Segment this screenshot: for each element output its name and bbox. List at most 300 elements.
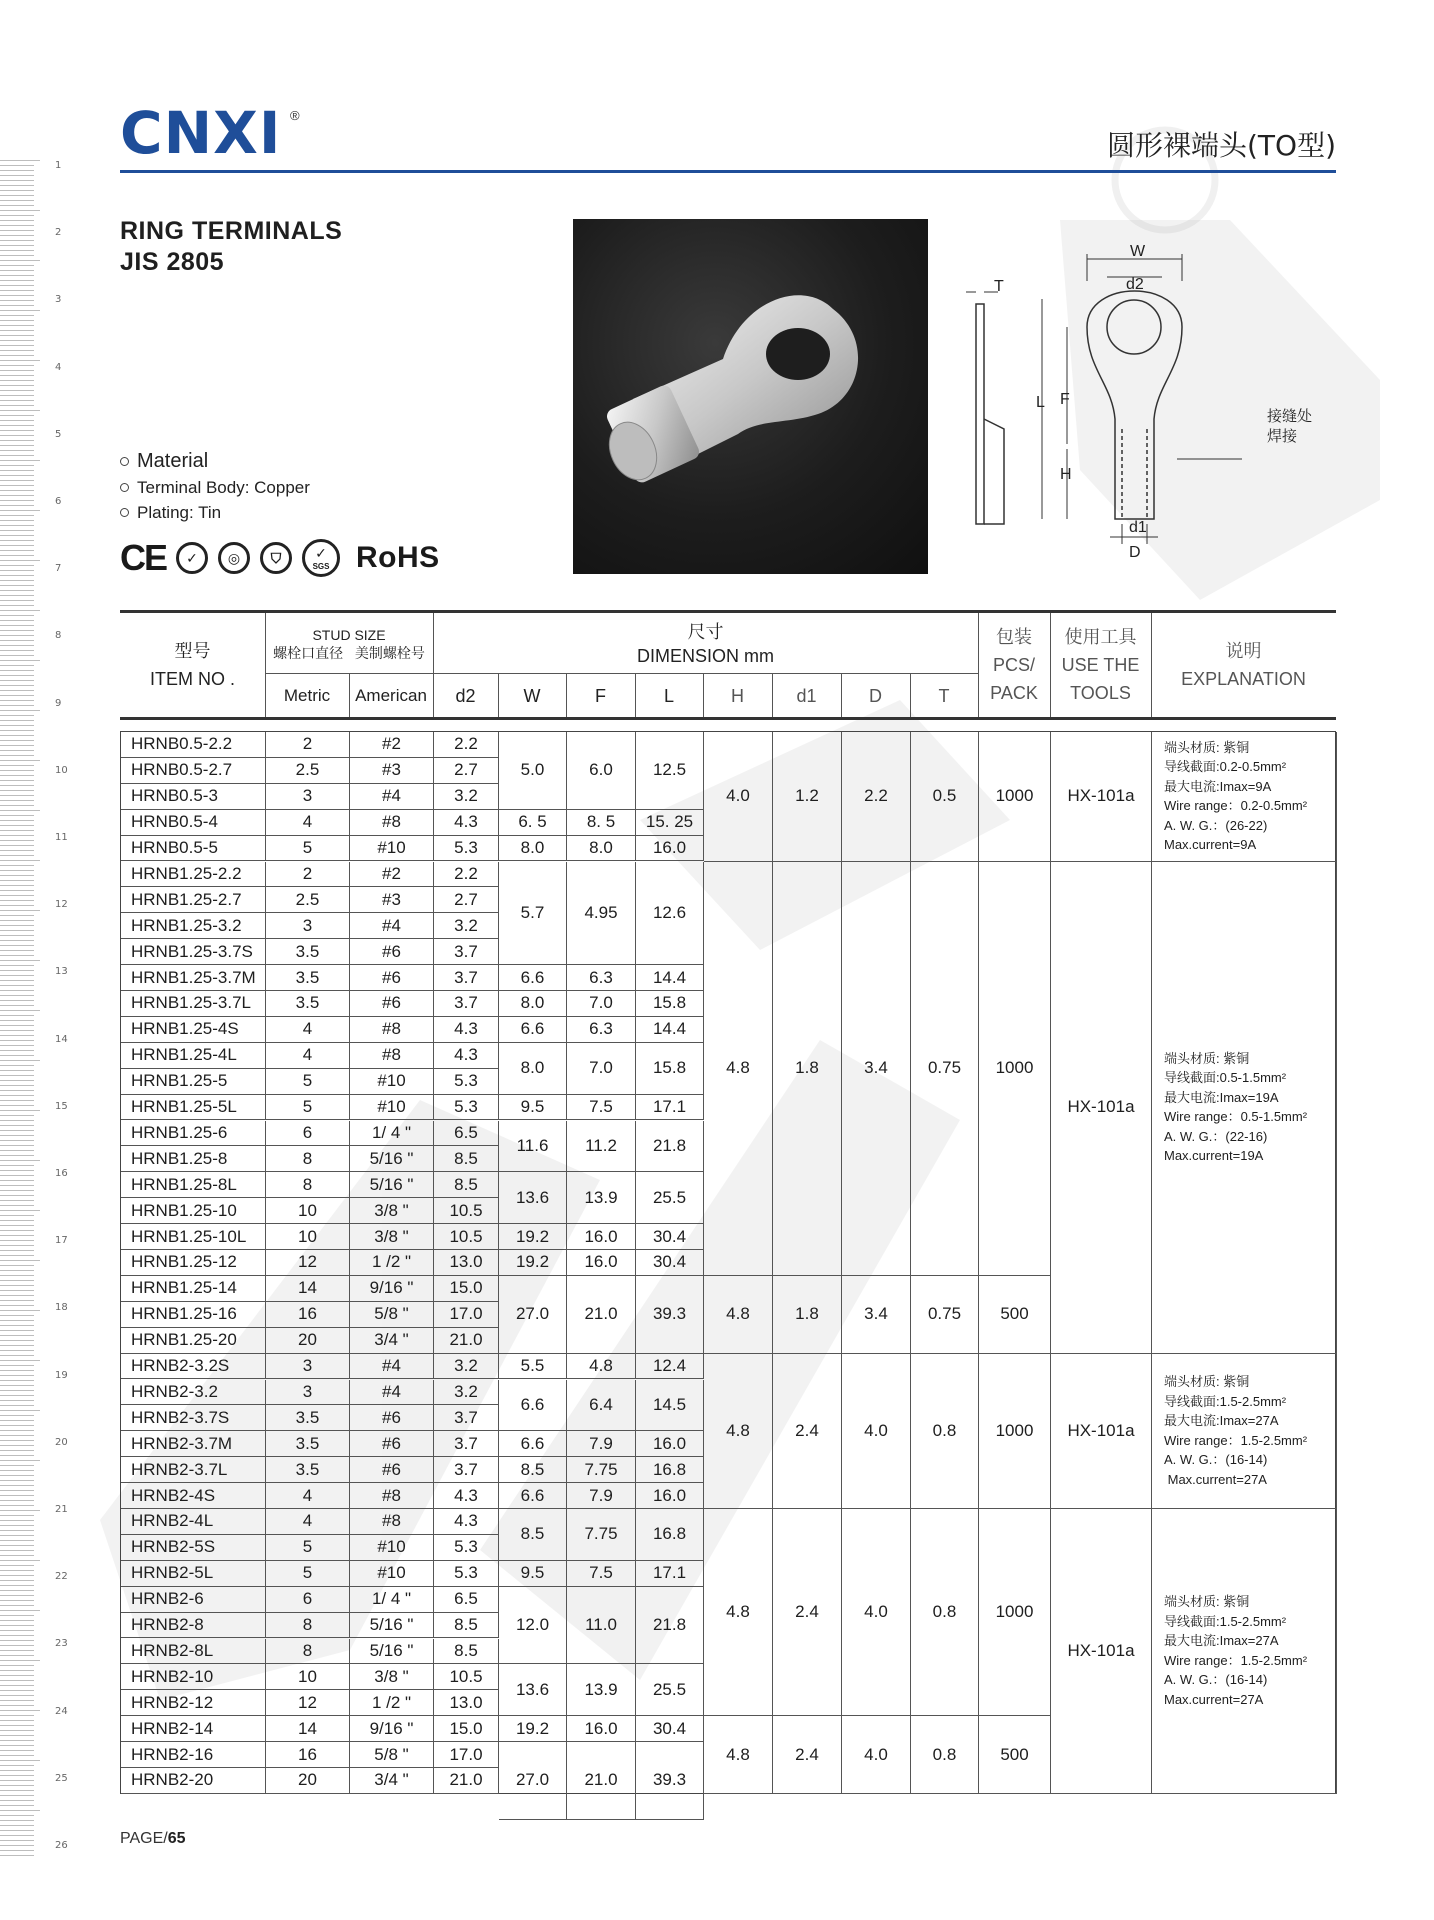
w-cell: 6.6: [499, 1483, 567, 1509]
ruler-tick: [0, 255, 34, 256]
ruler-tick: [0, 1240, 34, 1241]
ruler-tick: [0, 1645, 34, 1646]
ruler-tick: [0, 435, 34, 436]
metric-cell: 14: [266, 1716, 350, 1742]
ruler-tick: [0, 1610, 40, 1611]
item-no-cell: HRNB2-4L: [121, 1509, 266, 1535]
ruler-tick: [0, 610, 40, 611]
ruler-tick: [0, 965, 34, 966]
ruler-tick: [0, 1810, 40, 1811]
ruler-tick: [0, 1235, 34, 1236]
ruler-tick: [0, 820, 34, 821]
ruler-tick: [0, 865, 34, 866]
f-cell: 8.0: [567, 836, 636, 862]
ruler-number: 17: [55, 1235, 68, 1247]
ruler-tick: [0, 1255, 34, 1256]
d2-cell: 5.3: [434, 1069, 499, 1095]
f-cell: 7.9: [567, 1431, 636, 1457]
header-divider: [120, 170, 1336, 173]
d2-cell: 8.5: [434, 1613, 499, 1639]
product-title: [120, 216, 342, 278]
ruler-tick: [0, 980, 34, 981]
l-cell: 14.5: [636, 1380, 704, 1432]
item-no-cell: HRNB1.25-3.7S: [121, 939, 266, 965]
ruler-number: 4: [55, 361, 62, 373]
material-plating: Plating: Tin: [120, 500, 310, 525]
ruler-tick: [0, 430, 34, 431]
ruler-tick: [0, 645, 34, 646]
ruler-tick: [0, 1130, 34, 1131]
ruler-tick: [0, 1520, 34, 1521]
tool-cell: HX-101a: [1051, 1354, 1152, 1509]
ruler-tick: [0, 425, 34, 426]
d2-cell: 3.7: [434, 1431, 499, 1457]
ruler-tick: [0, 385, 34, 386]
ruler-tick: [0, 1335, 34, 1336]
item-no-cell: HRNB1.25-20: [121, 1328, 266, 1354]
american-cell: #8: [350, 1509, 434, 1535]
ruler-tick: [0, 715, 34, 716]
h-cell: 4.8: [704, 1354, 773, 1509]
w-cell: 8.5: [499, 1509, 567, 1561]
ruler-number: 16: [55, 1168, 68, 1179]
ruler-tick: [0, 1730, 34, 1731]
ruler-tick: [0, 700, 34, 701]
ruler-tick: [0, 900, 34, 901]
header-american: American: [355, 685, 427, 705]
page-title: 圆形裸端头(TO型): [1107, 129, 1336, 162]
item-no-cell: HRNB2-3.7M: [121, 1431, 266, 1457]
d2-cell: 17.0: [434, 1302, 499, 1328]
ruler-tick: [0, 415, 34, 416]
certification-marks: [120, 536, 440, 580]
ruler-number: 8: [55, 630, 62, 642]
ruler-tick: [0, 1600, 34, 1601]
product-title-line2: JIS 2805: [120, 248, 225, 276]
diagram-label-d1: d1: [1129, 519, 1147, 536]
ruler-tick: [0, 1225, 34, 1226]
bullet-icon: [120, 508, 129, 517]
ruler-tick: [0, 1665, 34, 1666]
ruler-tick: [0, 940, 34, 941]
ruler-tick: [0, 710, 40, 711]
american-cell: #4: [350, 913, 434, 939]
d2-cell: 5.3: [434, 1095, 499, 1121]
d2-cell: 10.5: [434, 1224, 499, 1250]
item-no-cell: HRNB1.25-5L: [121, 1095, 266, 1121]
header-stud-size: STUD SIZE 螺栓口直径 美制螺栓号: [273, 627, 425, 661]
ruler-tick: [0, 1395, 34, 1396]
metric-cell: 8: [266, 1172, 350, 1198]
ruler-tick: [0, 365, 34, 366]
bullet-icon: [120, 457, 129, 466]
ruler-tick: [0, 1075, 34, 1076]
ruler-tick: [0, 1750, 34, 1751]
ruler-tick: [0, 170, 34, 171]
ruler-tick: [0, 1595, 34, 1596]
header-w: W: [523, 685, 541, 706]
d-cell: 3.4: [842, 1276, 911, 1354]
pack-cell: 500: [979, 1716, 1051, 1794]
ruler-tick: [0, 1540, 34, 1541]
ruler-tick: [0, 555, 34, 556]
d2-cell: 5.3: [434, 1561, 499, 1587]
d1-cell: 1.2: [773, 732, 842, 862]
ruler-tick: [0, 745, 34, 746]
ruler-tick: [0, 1265, 34, 1266]
t-cell: 0.75: [911, 862, 979, 1276]
metric-cell: 3.5: [266, 1457, 350, 1483]
ruler-tick: [0, 1790, 34, 1791]
ruler-tick: [0, 490, 34, 491]
metric-cell: 3.5: [266, 1431, 350, 1457]
ruler-tick: [0, 740, 34, 741]
ruler-tick: [0, 785, 34, 786]
ruler-tick: [0, 260, 40, 261]
ruler-number: 18: [55, 1302, 68, 1314]
ruler-tick: [0, 1270, 34, 1271]
ruler-tick: [0, 220, 34, 221]
metric-cell: 5: [266, 1561, 350, 1587]
american-cell: #2: [350, 862, 434, 888]
pack-cell: 1000: [979, 732, 1051, 862]
american-cell: 3/8 ": [350, 1198, 434, 1224]
d2-cell: 6.5: [434, 1121, 499, 1147]
ruler-tick: [0, 1185, 34, 1186]
d2-cell: 8.5: [434, 1146, 499, 1172]
d2-cell: 4.3: [434, 1043, 499, 1069]
ruler-tick: [0, 1250, 34, 1251]
ruler-tick: [0, 315, 34, 316]
ruler-tick: [0, 1695, 34, 1696]
spec-table: [120, 731, 1336, 1794]
ruler-number: 11: [55, 832, 68, 843]
diagram-label-h: H: [1060, 466, 1072, 483]
ruler-tick: [0, 1585, 34, 1586]
ruler-tick: [0, 1430, 34, 1431]
f-cell: 4.8: [567, 1354, 636, 1380]
item-no-cell: HRNB2-14: [121, 1716, 266, 1742]
diagram-note-seam: 接缝处: [1267, 408, 1313, 425]
ruler-tick: [0, 340, 34, 341]
ruler-tick: [0, 925, 34, 926]
ruler-tick: [0, 485, 34, 486]
item-no-cell: HRNB1.25-12: [121, 1250, 266, 1276]
metric-cell: 3: [266, 1354, 350, 1380]
ruler-tick: [0, 1785, 34, 1786]
ruler-tick: [0, 1775, 34, 1776]
ruler-tick: [0, 1055, 34, 1056]
ruler-tick: [0, 1760, 40, 1761]
ruler-tick: [0, 810, 40, 811]
american-cell: 5/16 ": [350, 1172, 434, 1198]
ruler-tick: [0, 1450, 34, 1451]
ruler-tick: [0, 920, 34, 921]
ruler-tick: [0, 1680, 34, 1681]
ruler-tick: [0, 215, 34, 216]
ruler-tick: [0, 855, 34, 856]
ruler-tick: [0, 1370, 34, 1371]
ruler-tick: [0, 240, 34, 241]
ruler-tick: [0, 1305, 34, 1306]
ruler-tick: [0, 995, 34, 996]
pack-cell: 500: [979, 1276, 1051, 1354]
ruler-tick: [0, 1035, 34, 1036]
f-cell: 21.0: [567, 1276, 636, 1354]
l-cell: 16.8: [636, 1457, 704, 1483]
pack-cell: 1000: [979, 1509, 1051, 1716]
w-cell: 12.0: [499, 1587, 567, 1665]
ruler-tick: [0, 1440, 34, 1441]
d2-cell: 8.5: [434, 1172, 499, 1198]
ruler-tick: [0, 655, 34, 656]
ruler-tick: [0, 1475, 34, 1476]
ruler-tick: [0, 1380, 34, 1381]
ruler-tick: [0, 910, 40, 911]
metric-cell: 12: [266, 1250, 350, 1276]
ruler-number: 22: [55, 1571, 68, 1583]
item-no-cell: HRNB0.5-2.2: [121, 732, 266, 758]
d1-cell: 1.8: [773, 862, 842, 1276]
l-cell: 17.1: [636, 1095, 704, 1121]
ruler-number: 21: [55, 1504, 68, 1515]
ruler-tick: [0, 1330, 34, 1331]
ruler-tick: [0, 505, 34, 506]
ruler-tick: [0, 580, 34, 581]
ruler-tick: [0, 375, 34, 376]
ruler-tick: [0, 1390, 34, 1391]
ruler-tick: [0, 830, 34, 831]
ruler-tick: [0, 770, 34, 771]
american-cell: #4: [350, 1354, 434, 1380]
explanation-cell: 端头材质: 紫铜 导线截面:1.5-2.5mm² 最大电流:Imax=27A Wire range：1.5-2.5mm² A. W. G.：(16-14) Max.current=27A: [1152, 1509, 1337, 1794]
ruler-tick: [0, 1280, 34, 1281]
ruler-tick: [0, 1105, 34, 1106]
ruler-tick: [0, 185, 34, 186]
ruler-tick: [0, 1215, 34, 1216]
ruler-tick: [0, 1740, 34, 1741]
item-no-cell: HRNB2-6: [121, 1587, 266, 1613]
diagram-label-w: W: [1130, 243, 1146, 260]
metric-cell: 5: [266, 1095, 350, 1121]
ruler-tick: [0, 265, 34, 266]
d2-cell: 21.0: [434, 1768, 499, 1794]
ruler-tick: [0, 620, 34, 621]
metric-cell: 5: [266, 1535, 350, 1561]
metric-cell: 8: [266, 1146, 350, 1172]
ruler-tick: [0, 1140, 34, 1141]
metric-cell: 12: [266, 1690, 350, 1716]
ruler-tick: [0, 1050, 34, 1051]
ruler-tick: [0, 1590, 34, 1591]
american-cell: #6: [350, 965, 434, 991]
american-cell: 5/8 ": [350, 1302, 434, 1328]
h-cell: 4.8: [704, 1509, 773, 1716]
ruler-tick: [0, 985, 34, 986]
d2-cell: 13.0: [434, 1690, 499, 1716]
ruler-tick: [0, 1300, 34, 1301]
metric-cell: 3.5: [266, 939, 350, 965]
diagram-label-d: D: [1129, 544, 1141, 561]
page-number: 65: [167, 1830, 186, 1847]
ruler-tick: [0, 575, 34, 576]
d2-cell: 4.3: [434, 1509, 499, 1535]
ruler-tick: [0, 1160, 40, 1161]
w-cell: 8.0: [499, 836, 567, 862]
metric-cell: 16: [266, 1302, 350, 1328]
metric-cell: 8: [266, 1639, 350, 1665]
f-cell: 6.3: [567, 965, 636, 991]
w-cell: 6.6: [499, 1017, 567, 1043]
ruler-tick: [0, 1835, 34, 1836]
w-cell: 19.2: [499, 1250, 567, 1276]
ruler-tick: [0, 970, 34, 971]
ruler-tick: [0, 380, 34, 381]
item-no-cell: HRNB1.25-16: [121, 1302, 266, 1328]
product-photo: [573, 219, 928, 574]
ruler-tick: [0, 570, 34, 571]
ruler-tick: [0, 1245, 34, 1246]
ruler-tick: [0, 915, 34, 916]
ruler-tick: [0, 1545, 34, 1546]
ruler-tick: [0, 1675, 34, 1676]
d-cell: 3.4: [842, 862, 911, 1276]
american-cell: 9/16 ": [350, 1276, 434, 1302]
header-d2: d2: [455, 685, 476, 706]
d2-cell: 5.3: [434, 836, 499, 862]
f-cell: 21.0: [567, 1742, 636, 1820]
explanation-cell: 端头材质: 紫铜 导线截面:0.5-1.5mm² 最大电流:Imax=19A Wire range：0.5-1.5mm² A. W. G.：(22-16) Max.current=19A: [1152, 862, 1337, 1354]
ruler-tick: [0, 675, 34, 676]
d2-cell: 21.0: [434, 1328, 499, 1354]
metric-cell: 2: [266, 732, 350, 758]
metric-cell: 16: [266, 1742, 350, 1768]
l-cell: 25.5: [636, 1172, 704, 1224]
diagram-label-f: F: [1060, 391, 1070, 408]
ruler-tick: [0, 545, 34, 546]
t-cell: 0.5: [911, 732, 979, 862]
ruler-tick: [0, 1780, 34, 1781]
ruler-tick: [0, 1690, 34, 1691]
ruler-tick: [0, 510, 40, 511]
ruler-tick: [0, 775, 34, 776]
ruler-number: 13: [55, 966, 68, 978]
ruler-number: 2: [55, 227, 62, 239]
d2-cell: 3.2: [434, 1354, 499, 1380]
ruler-tick: [0, 370, 34, 371]
american-cell: #4: [350, 784, 434, 810]
ruler-tick: [0, 470, 34, 471]
item-no-cell: HRNB0.5-3: [121, 784, 266, 810]
f-cell: 16.0: [567, 1716, 636, 1742]
american-cell: #10: [350, 836, 434, 862]
ruler-tick: [0, 1575, 34, 1576]
brand-logo: CNXI: [120, 99, 282, 167]
d2-cell: 3.7: [434, 939, 499, 965]
ruler-tick: [0, 410, 40, 411]
american-cell: #6: [350, 1405, 434, 1431]
ruler-tick: [0, 515, 34, 516]
header-h: H: [731, 685, 744, 706]
d2-cell: 3.2: [434, 913, 499, 939]
ruler-number: 7: [55, 563, 62, 575]
material-info: [120, 448, 310, 525]
ruler-number: 23: [55, 1638, 68, 1650]
ruler-tick: [0, 1345, 34, 1346]
d2-cell: 15.0: [434, 1716, 499, 1742]
d2-cell: 3.2: [434, 1380, 499, 1406]
ruler-tick: [0, 1850, 34, 1851]
ruler-tick: [0, 725, 34, 726]
ruler-tick: [0, 750, 34, 751]
d2-cell: 4.3: [434, 1017, 499, 1043]
ruler-tick: [0, 1805, 34, 1806]
american-cell: #2: [350, 732, 434, 758]
l-cell: 14.4: [636, 1017, 704, 1043]
w-cell: 9.5: [499, 1561, 567, 1587]
american-cell: #8: [350, 1483, 434, 1509]
american-cell: 1 /2 ": [350, 1690, 434, 1716]
check-seal-icon: ✓: [176, 542, 208, 574]
ruler-tick: [0, 330, 34, 331]
header-pack: 包装 PCS/ PACK: [990, 627, 1038, 703]
ruler-tick: [0, 1365, 34, 1366]
d-cell: 4.0: [842, 1509, 911, 1716]
item-no-cell: HRNB2-3.7S: [121, 1405, 266, 1431]
product-title-line1: RING TERMINALS: [120, 217, 343, 245]
ruler-tick: [0, 870, 34, 871]
ruler-tick: [0, 975, 34, 976]
shield-seal-icon: ⛉: [260, 542, 292, 574]
l-cell: 30.4: [636, 1250, 704, 1276]
ruler-tick: [0, 1830, 34, 1831]
ruler-tick: [0, 1355, 34, 1356]
ruler-tick: [0, 1710, 40, 1711]
ruler-tick: [0, 595, 34, 596]
ruler-tick: [0, 1460, 40, 1461]
american-cell: 5/16 ": [350, 1146, 434, 1172]
ruler-tick: [0, 1635, 34, 1636]
ruler-tick: [0, 1025, 34, 1026]
metric-cell: 4: [266, 810, 350, 836]
item-no-cell: HRNB1.25-4L: [121, 1043, 266, 1069]
ruler-tick: [0, 200, 34, 201]
ruler-tick: [0, 650, 34, 651]
d2-cell: 4.3: [434, 1483, 499, 1509]
american-cell: 5/16 ": [350, 1639, 434, 1665]
w-cell: 6.6: [499, 965, 567, 991]
ruler-number: 3: [55, 294, 62, 306]
ruler-tick: [0, 455, 34, 456]
ruler-tick: [0, 795, 34, 796]
ruler-tick: [0, 210, 40, 211]
ruler-tick: [0, 1535, 34, 1536]
ruler-tick: [0, 835, 34, 836]
ruler-tick: [0, 1070, 34, 1071]
f-cell: 16.0: [567, 1250, 636, 1276]
ruler-tick: [0, 1525, 34, 1526]
l-cell: 12.5: [636, 732, 704, 810]
ruler-tick: [0, 1045, 34, 1046]
metric-cell: 10: [266, 1664, 350, 1690]
item-no-cell: HRNB2-8L: [121, 1639, 266, 1665]
l-cell: 39.3: [636, 1276, 704, 1354]
ruler-tick: [0, 600, 34, 601]
ruler-tick: [0, 1325, 34, 1326]
ruler-tick: [0, 235, 34, 236]
ruler-tick: [0, 475, 34, 476]
ruler-tick: [0, 1655, 34, 1656]
